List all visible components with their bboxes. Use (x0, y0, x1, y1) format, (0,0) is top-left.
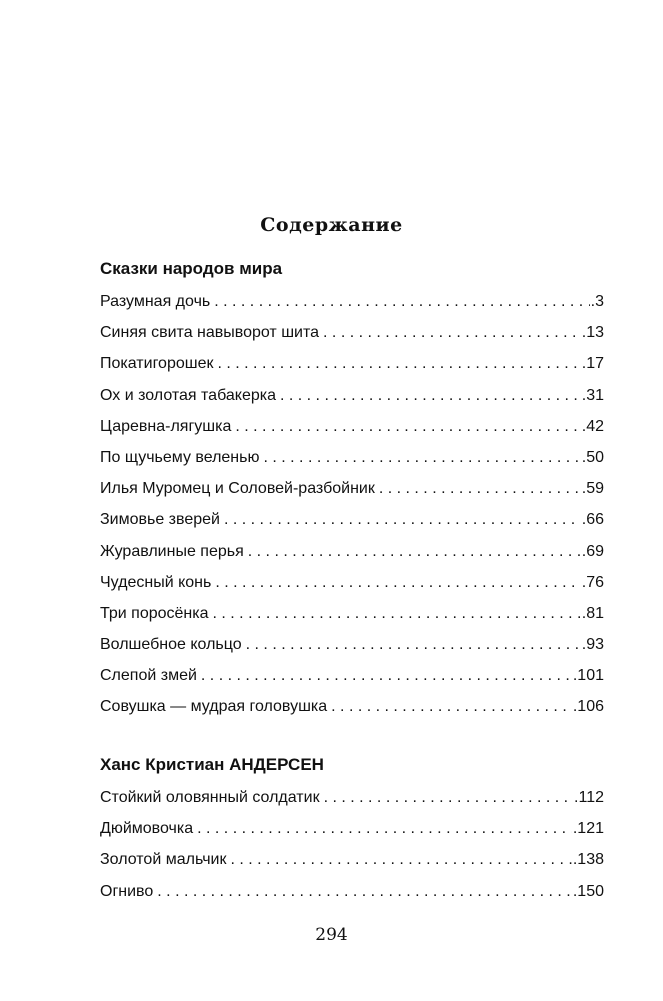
toc-entry (100, 348, 604, 379)
toc-entry (100, 317, 604, 348)
toc-entry-page: .76 (581, 573, 604, 591)
toc-entry-title: По щучьему веленью (100, 448, 260, 466)
toc-entry (100, 473, 604, 504)
dot-leader (235, 411, 580, 442)
dot-leader (224, 504, 581, 535)
dot-leader (379, 473, 581, 504)
dot-leader (248, 536, 581, 567)
toc-entry-page: .121 (572, 820, 604, 838)
toc-entry (100, 876, 604, 907)
toc-entry-page: .3 (590, 293, 604, 310)
toc-list (100, 782, 604, 907)
dot-leader (280, 380, 581, 411)
toc-entry-title: Дюймовочка (100, 820, 194, 838)
toc-entry (100, 442, 604, 473)
toc-entry-title: Разумная дочь (100, 293, 211, 310)
toc-entry-page: .50 (581, 448, 604, 466)
dot-leader (201, 660, 572, 691)
toc-entry-title: Зимовье зверей (100, 511, 220, 529)
toc-entry-page: .66 (581, 511, 604, 529)
toc-entry (100, 567, 604, 598)
toc-entry-page: .101 (572, 667, 604, 685)
toc-entry-title: Стойкий оловянный солдатик (100, 789, 320, 806)
section-heading: Сказки народов мира (100, 259, 283, 278)
toc-entry-title: Золотой мальчик (100, 851, 227, 869)
dot-leader (215, 567, 580, 598)
toc-entry (100, 629, 604, 660)
dot-leader (217, 348, 580, 379)
dot-leader (157, 876, 572, 907)
toc-entry-page: .93 (581, 636, 604, 654)
dot-leader (246, 629, 581, 660)
dot-leader (214, 286, 589, 317)
dot-leader (213, 598, 581, 629)
section-andersen (100, 753, 604, 907)
toc-entry-title: Журавлиные перья (100, 542, 244, 560)
dot-leader (323, 317, 581, 348)
dot-leader (197, 813, 572, 844)
toc-entry (100, 782, 604, 813)
toc-entry-title: Три поросёнка (100, 604, 209, 622)
toc-entry-page: .31 (581, 386, 604, 404)
toc-list (100, 286, 604, 723)
toc-entry (100, 844, 604, 875)
toc-entry-title: Илья Муромец и Соловей-разбойник (100, 480, 375, 498)
section-folk-tales (100, 257, 604, 723)
toc-entry-page: .81 (581, 604, 604, 622)
toc-entry-title: Волшебное кольцо (100, 636, 242, 654)
toc-entry-title: Царевна-лягушка (100, 417, 232, 435)
toc-entry-title: Ох и золотая табакерка (100, 386, 276, 404)
toc-entry-page: .59 (581, 480, 604, 498)
page-number: 294 (315, 925, 348, 945)
dot-leader (230, 844, 571, 875)
toc-entry (100, 286, 604, 317)
page-title: Содержание (260, 214, 403, 236)
dot-leader (331, 691, 572, 722)
toc-entry-page: .69 (581, 542, 604, 560)
toc-entry-title: Покатигорошек (100, 355, 214, 373)
toc-entry (100, 536, 604, 567)
toc-entry-page: .17 (581, 355, 604, 373)
toc-entry-page: .112 (574, 789, 604, 806)
toc-entry-title: Слепой змей (100, 667, 197, 685)
dot-leader (263, 442, 580, 473)
toc-entry (100, 380, 604, 411)
toc-entry (100, 411, 604, 442)
toc-entry-page: .138 (572, 851, 604, 869)
toc-entry (100, 691, 604, 722)
toc-entry (100, 813, 604, 844)
section-heading: Ханс Кристиан АНДЕРСЕН (100, 755, 324, 774)
toc-entry-page: .106 (572, 698, 604, 716)
toc-entry-page: .42 (581, 417, 604, 435)
toc-entry (100, 504, 604, 535)
toc-entry (100, 660, 604, 691)
toc-entry-title: Огниво (100, 882, 154, 900)
toc-entry-page: .13 (581, 324, 604, 342)
toc-entry-title: Синяя свита навыворот шита (100, 324, 320, 342)
toc-entry-title: Совушка — мудрая головушка (100, 698, 328, 716)
dot-leader (324, 782, 573, 813)
toc-entry-title: Чудесный конь (100, 573, 212, 591)
toc-entry (100, 598, 604, 629)
toc-entry-page: .150 (572, 882, 604, 900)
